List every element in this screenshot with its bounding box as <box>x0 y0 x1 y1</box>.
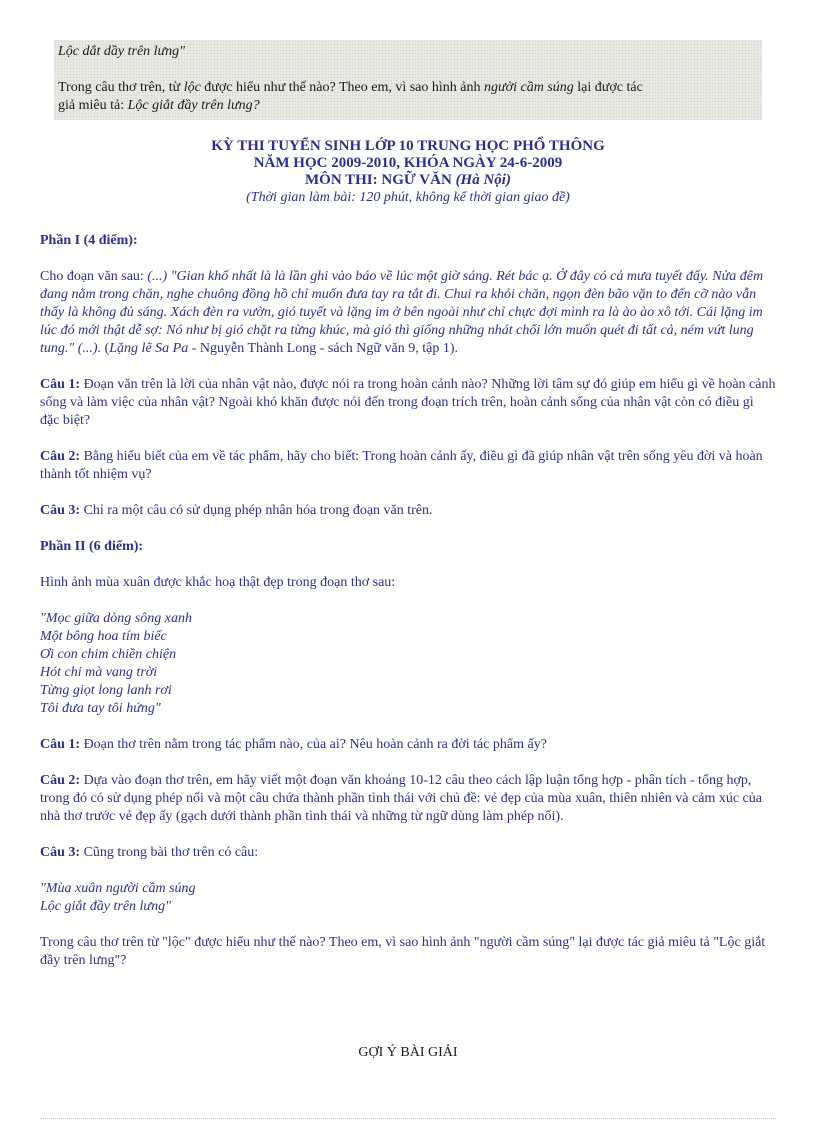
question-label: Câu 1: <box>40 377 81 392</box>
part1-question-1 <box>40 376 776 430</box>
previous-question-line-2 <box>58 97 260 115</box>
question-text: Chỉ ra một câu có sử dụng phép nhân hóa trong đoạn văn trên. <box>80 503 433 518</box>
text-segment: (...) "Gian khổ nhất là là lần ghi vào báo về lúc một giờ sáng. Rét bác ạ. Ở đây có cả mưa tuyết đấy. Nửa đêm đang nằm trong chăn, nghe chuông đồng hồ chỉ muốn đưa tay ra tắt đi. Chui ra khỏi chăn, ngọn đèn bão vặn to đến cỡ nào vẫn thấy là không đủ sáng. Xách đèn ra vườn, gió tuyết và lặng im ở bên ngoài như chỉ chực đợi mình ra là ào ào xô tới. Cái lặng im lúc đó mới thật dễ sợ: Nó như bị gió chặt ra từng khúc, mà gió thì giống những nhát chổi lớn muốn quét đi tất cả, ném vứt lung tung." (...). <box>40 269 764 356</box>
question-text: Đoạn văn trên là lời của nhân vật nào, được nói ra trong hoàn cảnh nào? Những lời tâm sự đó giúp em hiểu gì về hoàn cảnh sống và làm việc của nhân vật? Ngoài khó khăn được nói đến trong đoạn trích trên, hoàn cảnh sống của nhân vật còn có điều gì đặc biệt? <box>40 377 776 428</box>
part2-question-2 <box>40 772 776 826</box>
text-segment: người cầm súng <box>484 80 574 95</box>
text-segment: Lộc giắt đầy trên lưng? <box>127 98 260 113</box>
part1-question-3 <box>40 502 776 520</box>
exam-time-note: (Thời gian làm bài: 120 phút, không kể thời gian giao đề) <box>246 190 570 205</box>
text-segment: Lặng lẽ Sa Pa <box>109 341 189 356</box>
poem-line: Hót chi mà vang trời <box>40 665 158 680</box>
part2-intro: Hình ảnh mùa xuân được khắc hoạ thật đẹp trong đoạn thơ sau: <box>40 575 396 590</box>
text-segment: lộc <box>183 80 201 95</box>
exam-title: KỲ THI TUYỂN SINH LỚP 10 TRUNG HỌC PHỔ THÔNG <box>211 138 605 154</box>
part2-title: Phần II (6 điểm): <box>40 539 144 554</box>
poem-line: Ơi con chim chiền chiện <box>40 647 177 662</box>
exam-content <box>40 232 776 970</box>
exam-header <box>40 138 776 207</box>
text-segment: lại được tác <box>573 80 643 95</box>
question-label: Câu 3: <box>40 503 81 518</box>
previous-poem-line: Lộc dắt dầy trên lưng" <box>58 44 186 59</box>
previous-question-line <box>58 79 748 97</box>
exam-subject <box>40 172 776 189</box>
part2-final-question: Trong câu thơ trên từ "lộc" được hiểu như thế nào? Theo em, vì sao hình ảnh "người cầm súng" lại được tác giả miêu tả "Lộc giắt đầy trên lưng"? <box>40 935 766 968</box>
exam-year: NĂM HỌC 2009-2010, KHÓA NGÀY 24-6-2009 <box>253 155 563 171</box>
question-label: Câu 3: <box>40 845 81 860</box>
part2-question-3 <box>40 844 776 862</box>
poem-line: Tôi đưa tay tôi hứng" <box>40 701 161 716</box>
question-label: Câu 2: <box>40 773 81 788</box>
part1-passage <box>40 268 776 358</box>
text-segment: - Nguyễn Thành Long - sách Ngữ văn 9, tập 1). <box>188 341 458 356</box>
text-segment: (Hà Nội) <box>455 172 511 188</box>
text-segment: MÔN THI: NGỮ VĂN <box>305 172 456 188</box>
poem <box>40 610 776 718</box>
part1-title: Phần I (4 điểm): <box>40 233 138 248</box>
answer-guide-title: GỢI Ý BÀI GIẢI <box>358 1045 458 1060</box>
part1-question-2 <box>40 448 776 484</box>
text-segment: Trong câu thơ trên, từ <box>58 80 184 95</box>
question-text: Đoạn thơ trên nằm trong tác phẩm nào, của ai? Nêu hoàn cảnh ra đời tác phẩm ấy? <box>80 737 547 752</box>
poem-line: Một bông hoa tím biếc <box>40 629 167 644</box>
question-text: Bằng hiểu biết của em về tác phẩm, hãy cho biết: Trong hoàn cảnh ấy, điều gì đã giúp nhân vật trên sống yêu đời và hoàn thành tốt nhiệm vụ? <box>40 449 763 482</box>
question-label: Câu 2: <box>40 449 81 464</box>
poem-line: "Mọc giữa dòng sông xanh <box>40 611 192 626</box>
poem-line: "Mùa xuân người cầm súng <box>40 881 196 896</box>
part2-question-1 <box>40 736 776 754</box>
text-segment: ( <box>101 341 110 356</box>
poem-excerpt <box>40 880 776 916</box>
question-label: Câu 1: <box>40 737 81 752</box>
poem-line: Từng giọt long lanh rơi <box>40 683 172 698</box>
text-segment: được hiểu như thế nào? Theo em, vì sao hình ảnh <box>200 80 484 95</box>
poem-line: Lộc giắt đầy trên lưng" <box>40 899 171 914</box>
previous-question-box <box>54 40 762 120</box>
question-text: Cũng trong bài thơ trên có câu: <box>80 845 259 860</box>
text-segment: giả miêu tả: <box>58 98 128 113</box>
text-segment: Cho đoạn văn sau: <box>40 269 148 284</box>
page-divider <box>40 1118 776 1119</box>
question-text: Dựa vào đoạn thơ trên, em hãy viết một đoạn văn khoảng 10-12 câu theo cách lập luận tổng hợp - phân tích - tổng hợp, trong đó có sử dụng phép nối và một câu chứa thành phần tình thái với chủ đề: vẻ đẹp của mùa xuân, thiên nhiên và cảm xúc của nhà thơ trước vẻ đẹp ấy (gạch dưới thành phần tình thái và những từ ngữ dùng làm phép nối). <box>40 773 762 824</box>
